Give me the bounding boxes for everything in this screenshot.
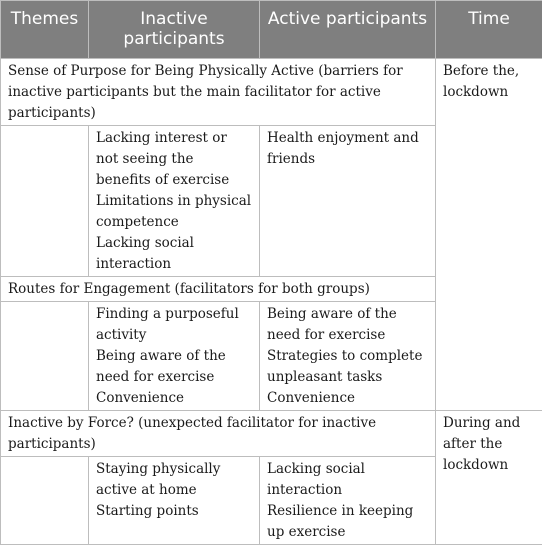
theme-row-sense-of-purpose — [1, 59, 542, 126]
list-item: Health enjoyment and friends — [267, 128, 428, 170]
list-item: Lacking social interaction — [96, 233, 252, 275]
list-item: Starting points — [96, 501, 252, 522]
list-item: Limitations in physical competence — [96, 191, 252, 233]
list-item: Lacking interest or not seeing the benefits of exercise — [96, 128, 252, 191]
inactive-cell — [89, 302, 260, 411]
list-item: Being aware of the need for exercise — [267, 304, 428, 346]
list-item: Being aware of the need for exercise — [96, 346, 252, 388]
theme-row-inactive-by-force — [1, 411, 542, 457]
list-item: Staying physically active at home — [96, 459, 252, 501]
active-cell — [260, 302, 436, 411]
list-item: Lacking social interaction — [267, 459, 428, 501]
header-inactive-participants: Inactive participants — [89, 1, 260, 59]
list-item: Resilience in keeping up exercise — [267, 501, 428, 543]
list-item: Finding a purposeful activity — [96, 304, 252, 346]
theme-empty-cell — [1, 457, 89, 545]
theme-empty-cell — [1, 302, 89, 411]
inactive-cell — [89, 126, 260, 277]
header-time: Time — [436, 1, 542, 59]
theme-title: Sense of Purpose for Being Physically Active (barriers for inactive participants but the main facilitator for active participants) — [1, 59, 436, 126]
active-cell — [260, 457, 436, 545]
time-during-after-lockdown: During and after the lockdown — [436, 411, 542, 545]
active-cell — [260, 126, 436, 277]
theme-empty-cell — [1, 126, 89, 277]
list-item: Convenience — [267, 388, 428, 409]
time-before-lockdown: Before the, lockdown — [436, 59, 542, 411]
header-active-participants: Active participants — [260, 1, 436, 59]
theme-title: Inactive by Force? (unexpected facilitator for inactive participants) — [1, 411, 436, 457]
inactive-cell — [89, 457, 260, 545]
header-row — [1, 1, 542, 59]
theme-title: Routes for Engagement (facilitators for both groups) — [1, 277, 436, 302]
header-themes: Themes — [1, 1, 89, 59]
list-item: Convenience — [96, 388, 252, 409]
list-item: Strategies to complete unpleasant tasks — [267, 346, 428, 388]
